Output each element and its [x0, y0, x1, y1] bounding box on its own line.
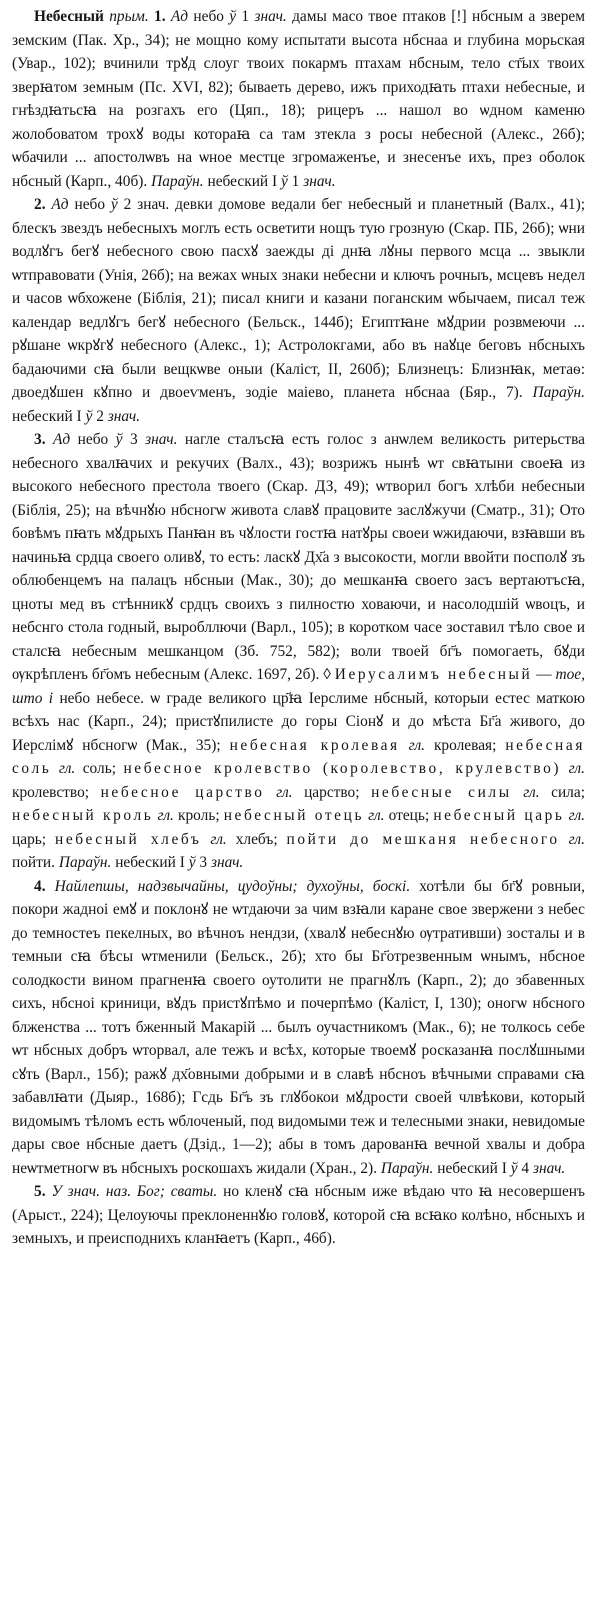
text-run: гл.	[58, 760, 76, 777]
text-run	[512, 784, 524, 801]
entry-sense-1	[12, 5, 585, 193]
text-run: 4	[517, 1159, 533, 1177]
text-run	[265, 784, 277, 801]
text-run: небесное кролевство (королевство, крулевство)	[123, 760, 562, 777]
text-run: небесное царство	[100, 783, 265, 801]
text-run: пойти до мешканя небесного	[286, 830, 560, 848]
text-run: кроль;	[173, 807, 224, 824]
text-run: небесный кроль	[12, 807, 154, 824]
text-run: соль;	[75, 760, 124, 777]
text-run: царство;	[292, 783, 372, 801]
text-run: 2	[92, 407, 108, 425]
text-run: небеский I	[203, 172, 281, 190]
text-run: ў	[115, 431, 123, 448]
text-run: 2.	[34, 196, 46, 213]
text-run	[51, 760, 58, 777]
text-run: знач.	[107, 407, 141, 425]
text-run: небеский I	[12, 407, 86, 425]
text-run: небесные силы	[371, 783, 512, 801]
text-run: 1.	[154, 8, 166, 25]
text-run	[400, 737, 409, 754]
text-run: Иерусалимъ небесный	[334, 666, 533, 683]
text-run: Небесный	[34, 8, 104, 25]
text-run: знач.	[303, 172, 336, 190]
text-run: кролевство;	[12, 783, 101, 801]
entry-sense-2	[12, 193, 585, 428]
text-run	[46, 878, 55, 895]
text-run: прым.	[109, 8, 149, 25]
text-run: небо	[188, 8, 230, 25]
text-run: гл.	[157, 807, 174, 824]
text-run: хлебъ;	[226, 830, 287, 848]
text-run: ў	[510, 1159, 518, 1177]
text-run: ў	[188, 854, 196, 871]
text-run: —	[532, 666, 556, 683]
text-run: 3	[122, 431, 146, 448]
text-run: небесная кролевая	[229, 736, 400, 754]
text-run: гл.	[408, 736, 426, 754]
text-run: небесный отець	[223, 807, 365, 824]
text-run: 1	[287, 172, 304, 190]
text-run: гл.	[568, 807, 586, 824]
text-run: небесная соль	[12, 736, 585, 777]
text-run	[560, 831, 569, 848]
text-run: небесный царь	[433, 807, 565, 824]
text-run: гл.	[210, 830, 227, 848]
entry-sense-3	[12, 428, 585, 875]
entry-sense-5	[12, 1180, 585, 1251]
text-run: гл.	[568, 830, 585, 848]
text-run: Параўн.	[151, 172, 204, 190]
text-run: 3.	[34, 431, 46, 448]
text-run: гл.	[276, 783, 293, 801]
text-run: Параўн.	[380, 1159, 434, 1177]
text-run: гл.	[523, 783, 540, 801]
text-run: кролевая;	[425, 736, 506, 754]
text-run: ў	[110, 196, 118, 213]
text-run: небо	[70, 431, 116, 448]
text-run: Параўн.	[58, 854, 112, 871]
text-run: Ад	[51, 196, 69, 213]
text-run: ў	[280, 172, 288, 190]
text-run: хотѣли бы бг҃ꙋ ровныи, покори жадноі емꙋ и поклонꙋ не ѡтдаючи за чим взꙗли каране свое звержени з небес до темностеъ пекелных, во вѣчноъ нендзи, (хвалꙋ небеснꙋю ѹтративши) зосталы и в темныи сꙗ бѣсы ѡтменили (Бельск., 2б); хто бы Бг҃отрезвенным ѡнымъ, нбсное солодкости вином прагненꙗ своего оутолити не прагнꙋлъ (Карп., 2); до збавенных сихъ, нбсноі криници, вꙋдъ пристꙋпѣмо и почерпѣмо (Каліст, I, 130); оногѡ нбсного блженства ... тотъ бженный Макарій ... былъ оучастникомъ (Мак., 6); не толкось себе ѡт нбсных добръ ѡторвал, але тежъ и всѣх, которые твоемꙋ росказанꙗ послꙋшными сꙋть (Варл., 15б); ражꙋ дх҃овными добрыми и в славѣ нбсноъ вѣчными справами сꙗ забавлꙗти (Дыяр., 168б); Гсдь Бг҃ъ зъ глꙋбокои мꙋдрости своей члвѣкови, который видомымъ тѣломъ есть ѡблоченый, под видомыми теж и телесными знаки, невидомые дары свое нбсные даетъ (Дзід., 1—2); абы в томъ дарованꙗ вечной хвалы и добра неѡтметногѡ въ нбсныхъ роскошахъ жидали (Хран., 2).	[12, 877, 586, 1177]
text-run: сила;	[539, 783, 585, 801]
text-run: У знач. наз. Бог; сваты.	[51, 1183, 218, 1200]
text-run: 4.	[34, 877, 46, 895]
text-run: знач.	[254, 8, 287, 25]
text-run	[561, 760, 568, 777]
text-run	[46, 431, 53, 448]
text-run: дамы масо твое птаков [!] нбсным а зверем земским (Пак. Хр., 34); не мощно комy испытати высота нбснаа и глубина морьская (Увар., 102); вчинили трꙋд слоуг твоих покармъ птахам нбсным, тело ст҃ых твоих зверꙗтом земным (Пс. XVI, 82); бываеть дерево, ижъ приходꙗть птахи небесные, и гнѣздꙗтьсꙗ на розгахъ его (Цяп., 18); рицеръ ... нашол во ѡдном каменю жолобоватом трохꙋ воды котораꙗ са там зтекла з росы небесной (Алекс., 26б); ѡбачили ... апостолѡвъ на ѡное местце згромаженъе, и знесенъе ихъ, през оболок нбсный (Карп., 40б).	[12, 8, 585, 190]
text-run: царь;	[12, 830, 55, 848]
text-run: пойти.	[12, 854, 59, 871]
text-run: Ад	[170, 8, 189, 25]
text-run: гл.	[568, 760, 585, 777]
text-run: небесный хлебъ	[54, 830, 202, 848]
text-run: 1	[236, 8, 255, 25]
text-run: знач.	[210, 854, 244, 871]
text-run: но кленꙋ сꙗ нбсным иже вѣдаю что ꙗ несовершенъ (Арыст., 224); Целоуючы преклоненнꙋю головꙋ, которой сꙗ всꙗко колѣно, нбсныхъ и земныхъ, и преисподнихъ кланꙗетъ (Карп., 46б).	[12, 1183, 585, 1247]
text-run: тое, што і	[12, 666, 585, 707]
text-run: 2 знач. девки домове ведали бег небесный и планетный (Валх., 41); блескъ звездъ небесныхъ моглъ есть осветити нощъ тую грозную (Скар. ПБ, 26б); ѡни водлꙋгъ бегꙋ небесного свою пасхꙋ заежды ді днꙗ лꙋны первого мсца ... звыкли ѡтправовати (Унія, 26б); на вежах ѡных знаки небесни и ключъ рочныъ, мсцевъ недел и часов ѡбхожене (Біблія, 21); писал книги и казани поганским ѡбычаем, писал теж календар ведлꙋгъ бегꙋ небесного (Бельск., 144б); Египтꙗне мꙋдрии розвмеючи ... рꙋшане ѡкрꙋгꙋ небесного (Алекс., 1); Астролокгами, або въ наꙋце беговъ нбсныхъ бадаючими сꙗ были вещкѡве оныи (Каліст, II, 260б); Близнецъ: Близнꙗк, метаѳ: двоедꙋшен кꙋпно и двоеѵменъ, зодіе маіево, планета нбснаа (Бяр., 7).	[12, 196, 585, 401]
text-run: ў	[85, 407, 93, 425]
text-run: небеский I	[433, 1159, 511, 1177]
text-run: 3	[195, 854, 211, 871]
text-run: знач.	[532, 1159, 566, 1177]
text-run: небо небесе. ѡ граде великого цр҃ꙗ Іерслиме нбсный, которыи естес маткою всѣхъ нас (Карп., 24); пристꙋпилисте до горы Сіонꙋ и до мѣста Бг҃а живого, до Иерслімꙋ нбсногѡ (Мак., 35);	[12, 689, 585, 754]
text-run: небеский I	[111, 854, 189, 871]
text-run: Ад	[53, 431, 71, 448]
text-run: Найлепшы, надзвычайны, цудоўны; духоўны, боскі.	[54, 877, 411, 895]
text-run: отець;	[384, 807, 434, 824]
text-run: 5.	[34, 1183, 46, 1200]
text-run: гл.	[368, 807, 385, 824]
text-run: небо	[68, 196, 111, 213]
entry-sense-4	[12, 875, 585, 1181]
text-run: Параўн.	[532, 384, 585, 401]
text-run: ў	[229, 8, 237, 25]
text-run: нагле сталъсꙗ есть голос з анѡлем великость ритерьства небесного хвалꙗчих и рекучих (Валх., 43); возрижъ нынѣ ѡт свꙗтыни своеꙗ из высокого небесного престола твоего (Скар. ДЗ, 49); ѡтворил богъ хлѣби небесныи (Біблія, 25); на вѣчнꙋю нбсногѡ живота славꙋ працовите заслꙋжучи (Сматр., 31); Ото бовѣмъ пꙗть мꙋдрыхъ Панꙗн въ чꙋлости гостꙗ натꙋры своеи ѡжидаючи, взꙗвши въ начиньꙗ срдца своего оливꙋ, то есть: ласкꙋ Дх҃а з высокости, могли ввойти посполꙋ зъ облюбенцемъ на палацъ нбсныи (Мак., 30); до мешканꙗ своего засъ вертаютъсꙗ, цноты мед въ стѣнникꙋ срдцъ своихъ з пилностю ховаючи, и насолодшій ѡвоцъ, и небснго стола годный, выробллючи (Варл., 105); в коротком часе зоставил тѣло свое и сталсꙗ небесным мешканцом (Зб. 752, 582); воли твоей бг҃ъ помогаеть, бꙋди ѹкрѣпленъ бг҃омъ небесным (Алекс. 1697, 2б). ◊	[12, 431, 585, 683]
text-run: знач.	[145, 431, 178, 448]
